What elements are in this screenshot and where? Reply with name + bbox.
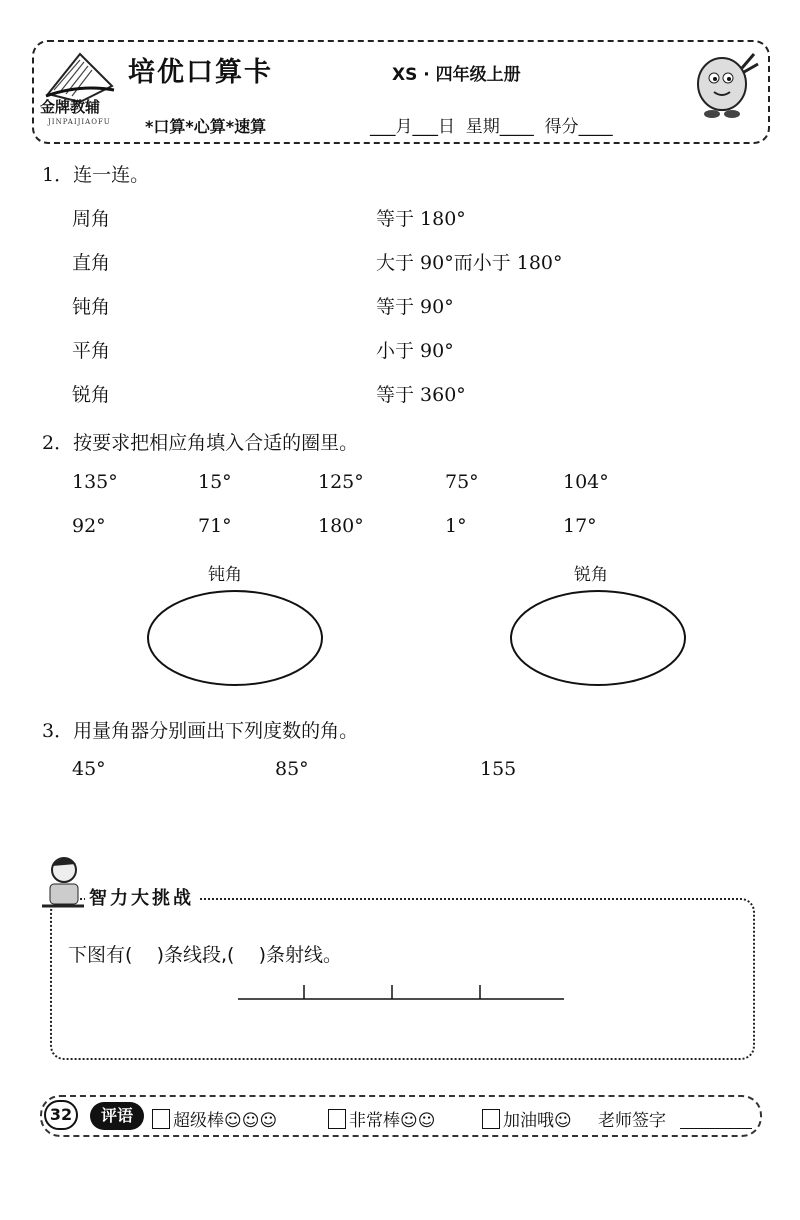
- book-logo-icon: [40, 44, 120, 104]
- comment-badge: 评语: [90, 1102, 144, 1130]
- q1-right-item: 小于 90°: [376, 340, 454, 362]
- page-number: 32: [44, 1100, 78, 1130]
- q1-left-item: 平角: [72, 340, 111, 362]
- q1-right-item: 等于 180°: [376, 208, 466, 230]
- angle-value: 15°: [198, 471, 232, 493]
- angle-value: 104°: [563, 471, 609, 493]
- q2-title: 2．按要求把相应角填入合适的圈里。: [42, 432, 359, 454]
- angle-value: 125°: [318, 471, 364, 493]
- obtuse-answer-circle[interactable]: [140, 588, 330, 698]
- angle-value: 71°: [198, 515, 232, 537]
- obtuse-circle-label: 钝角: [208, 565, 242, 585]
- option-super[interactable]: 超级棒☺☺☺: [152, 1106, 277, 1131]
- checkbox[interactable]: [152, 1109, 170, 1129]
- q1-right-item: 等于 360°: [376, 384, 466, 406]
- angle-to-draw: 45°: [72, 758, 106, 780]
- mascot-icon: [688, 46, 760, 122]
- brand-name: 金牌教辅: [40, 98, 101, 116]
- thinking-child-icon: [38, 852, 88, 912]
- angle-value: 17°: [563, 515, 597, 537]
- q1-left-item: 钝角: [72, 296, 111, 318]
- acute-answer-circle[interactable]: [505, 588, 695, 698]
- angle-value: 92°: [72, 515, 106, 537]
- line-segment-figure: [236, 982, 568, 1004]
- checkbox[interactable]: [328, 1109, 346, 1129]
- angle-to-draw: 155: [480, 758, 517, 780]
- slogan: *口算*心算*速算: [145, 117, 267, 136]
- angle-value: 180°: [318, 515, 364, 537]
- challenge-question: 下图有( )条线段,( )条射线。: [68, 944, 343, 966]
- angle-value: 135°: [72, 471, 118, 493]
- challenge-title: 智力大挑战: [85, 884, 198, 910]
- option-keep-going[interactable]: 加油哦☺: [482, 1106, 572, 1131]
- option-great[interactable]: 非常棒☺☺: [328, 1106, 435, 1131]
- checkbox[interactable]: [482, 1109, 500, 1129]
- q1-left-item: 锐角: [72, 384, 111, 406]
- challenge-frame: [50, 898, 755, 1060]
- q1-left-item: 直角: [72, 252, 111, 274]
- q1-title: 1．连一连。: [42, 164, 150, 186]
- q3-title: 3．用量角器分别画出下列度数的角。: [42, 720, 359, 742]
- q1-right-item: 等于 90°: [376, 296, 454, 318]
- grade-label: XS · 四年级上册: [392, 65, 521, 85]
- angle-to-draw: 85°: [275, 758, 309, 780]
- acute-circle-label: 锐角: [574, 565, 608, 585]
- angle-value: 75°: [445, 471, 479, 493]
- q1-left-item: 周角: [72, 208, 111, 230]
- date-score-fields: ___月___日 星期____ 得分____: [370, 117, 613, 137]
- q1-right-item: 大于 90°而小于 180°: [376, 252, 563, 274]
- signature-line[interactable]: [680, 1128, 752, 1129]
- angle-value: 1°: [445, 515, 467, 537]
- brand-subtitle: JINPAIJIAOFU: [48, 118, 111, 126]
- card-title: 培优口算卡: [128, 57, 273, 88]
- teacher-signature-label: 老师签字: [598, 1111, 666, 1131]
